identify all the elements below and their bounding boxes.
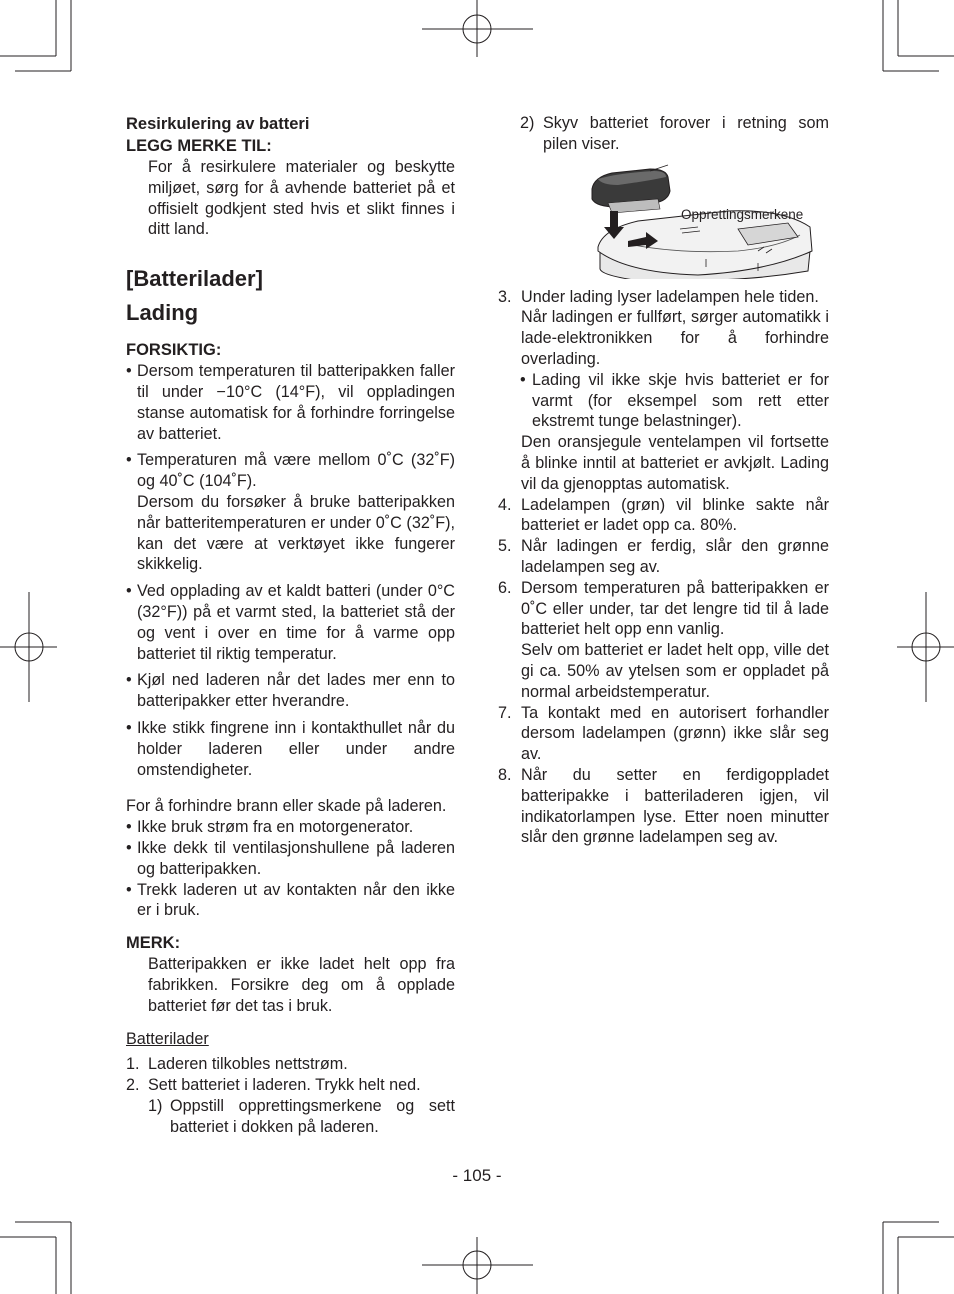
charger-figure [498,159,829,279]
step-number: 2. [126,1076,140,1095]
step-text: Når ladingen er ferdig, slår den grønne ladelampen seg av. [521,537,829,576]
step-item [126,1054,455,1075]
caution-heading: FORSIKTIG: [126,341,222,360]
step-text: Under lading lyser ladelampen hele tiden. [521,287,819,306]
step-item [498,703,829,765]
page-number: - 105 - [452,1166,502,1185]
step-extra-block [498,432,829,494]
step-item [498,578,829,703]
step-text: Dersom temperaturen på batteripakken er 0˚C eller under, tar det lengre tid til å lade batteriet helt opp enn vanlig. [521,578,829,639]
fire-bullet: • Ikke dekk til ventilasjonshullene på laderen og batteripakken. [126,838,455,880]
step-item [498,536,829,578]
caution-bullet-extra: Dersom du forsøker å bruke batteripakken når batteritemperaturen er under 0˚C (32˚F), kan det være at verktøyet ikke fungerer skikkelig. [137,492,455,574]
caution-bullet: • Kjøl ned laderen når det lades mer enn to batteripakker etter hverandre. [126,670,455,712]
substep-text: Skyv batteriet forover i retning som pilen viser. [543,114,829,153]
charger-label: Batterilader [126,1029,209,1048]
left-column [126,113,455,1137]
step-number: 4. [498,495,512,514]
step-extra: Selv om batteriet er ladet helt opp, ville det gi ca. 50% av ytelsen som er oppladet på normal arbeidstemperatur. [521,641,829,701]
figure-label: Opprettingsmerkene [681,206,804,222]
step-text: Laderen tilkobles nettstrøm. [148,1055,348,1074]
recycle-heading: Resirkulering av batteri [126,115,310,133]
step-text: Ta kontakt med en autorisert forhandler dersom ladelampen (grønn) ikke slår seg av. [521,703,829,764]
caution-bullet: • Ved opplading av et kaldt batteri (under 0°C (32°F)) på et varmt sted, la batteriet stå der og vent i over en time for å varme opp batteriet til riktig temperatur. [126,581,455,664]
step-number: 8. [498,765,512,784]
substep-text: Oppstill opprettingsmerkene og sett batteriet i dokken på laderen. [170,1096,455,1136]
step-text: Når du setter en ferdigoppladet batteripakke i batteriladeren igjen, vil indikatorlampen lyse. Etter noen minutter slår den grønne ladelampen seg av. [521,765,829,847]
section-title: [Batterilader] [126,266,263,292]
right-column [498,113,829,848]
fire-bullet: • Ikke bruk strøm fra en motorgenerator. [126,817,455,838]
subsection-title: Lading [126,300,199,326]
step-number: 6. [498,578,512,597]
step-text: Sett batteriet i laderen. Trykk helt ned. [148,1076,421,1095]
step-text: Ladelampen (grøn) vil blinke sakte når batteriet er ladet opp ca. 80%. [521,495,829,535]
step-item [498,287,829,370]
substep-item [126,1096,455,1138]
step-bullet: • Lading vil ikke skje hvis batteriet er for varmt (for eksempel som rett etter ekstremt tunge belastninger). [498,370,829,432]
caution-bullet: • Dersom temperaturen til batteripakken faller til under −10°C (14°F), vil oppladingen stanse automatisk for å forhindre forringelse av batteriet. [126,361,455,444]
substep-number: 1) [148,1096,163,1115]
step-item [126,1075,455,1096]
caution-bullet: • Ikke stikk fingrene inn i kontakthullet når du holder laderen eller under andre omstendigheter. [126,718,455,780]
caution-bullet-text: • Temperaturen må være mellom 0˚C (32˚F) og 40˚C (104˚F). [137,451,455,491]
caution-bullet [126,450,455,575]
step-number: 3. [498,287,512,306]
step-number: 5. [498,537,512,556]
merk-text: Batteripakken er ikke ladet helt opp fra fabrikken. Forsikre deg om å opplade batteriet før det tas i bruk. [148,955,455,1015]
note-heading: LEGG MERKE TIL: [126,137,272,155]
note-text: For å resirkulere materialer og beskytte miljøet, sørg for å avhende batteriet på et offisielt godkjent sted hvis et slikt finnes i ditt land. [148,158,455,239]
step-extra: Når ladingen er fullført, sørger automatikk i lade-elektronikken for å forhindre overlading. [521,308,829,368]
fire-intro: For å forhindre brann eller skade på laderen. [126,797,447,816]
merk-heading: MERK: [126,934,181,953]
substep-item [498,113,829,155]
step-item [498,765,829,848]
step-item [498,495,829,537]
step-number: 7. [498,703,512,722]
substep-number: 2) [520,114,535,132]
step-extra: Den oransjegule ventelampen vil fortsette å blinke inntil at batteriet er avkjølt. Lading vil da gjenopptas automatisk. [521,433,829,493]
fire-bullet: • Trekk laderen ut av kontakten når den ikke er i bruk. [126,880,455,922]
step-number: 1. [126,1055,140,1074]
